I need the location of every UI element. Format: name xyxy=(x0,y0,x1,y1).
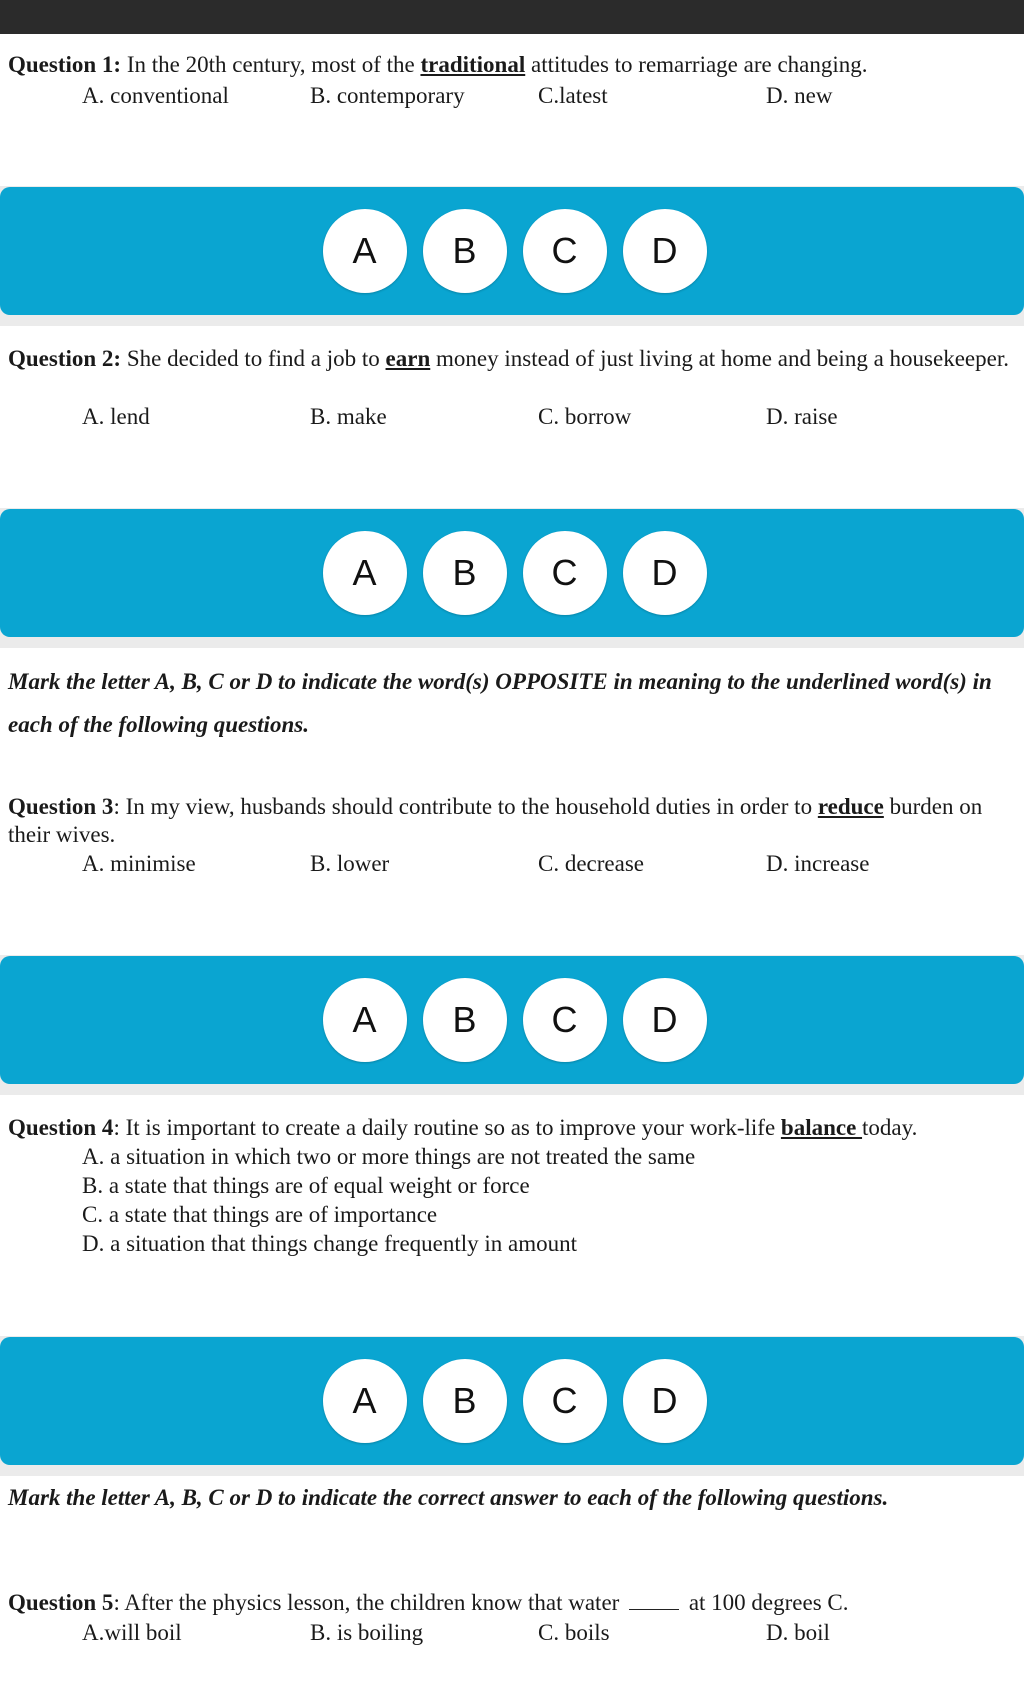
answer-c-button[interactable]: C xyxy=(523,978,607,1062)
question-1-card xyxy=(0,34,1024,186)
question-3-options xyxy=(82,849,994,878)
answer-a-button[interactable]: A xyxy=(323,978,407,1062)
answer-a-button[interactable]: A xyxy=(323,531,407,615)
question-2-options xyxy=(82,402,994,431)
answer-b-button[interactable]: B xyxy=(423,978,507,1062)
underlined-word: reduce xyxy=(817,794,884,819)
option-b-text: B. contemporary xyxy=(310,83,465,108)
option-c-text: C. boils xyxy=(538,1620,610,1645)
option-d-text: D. boil xyxy=(766,1620,830,1645)
option-b-text: B. make xyxy=(310,404,387,429)
answer-blank xyxy=(629,1589,679,1610)
option-c-text: C. borrow xyxy=(538,404,632,429)
question-1-answer-bar xyxy=(0,187,1024,315)
question-2-card xyxy=(0,326,1024,508)
option-d-text: D. raise xyxy=(766,404,838,429)
answer-d-button[interactable]: D xyxy=(623,1359,707,1443)
question-2-label: Question 2: xyxy=(8,346,122,371)
question-5-text: Question 5: After the physics lesson, the children know that water at 100 degrees C. xyxy=(8,1590,849,1615)
option-b-text: B. a state that things are of equal weight or force xyxy=(82,1173,530,1198)
question-3-answer-bar xyxy=(0,956,1024,1084)
top-status-bar xyxy=(0,0,1024,34)
question-1-label: Question 1: xyxy=(8,52,122,77)
instruction-correct: Mark the letter A, B, C or D to indicate the correct answer to each of the following questions. xyxy=(8,1485,889,1510)
question-2-text: Question 2: She decided to find a job to earn money instead of just living at home and being a housekeeper. xyxy=(8,346,1009,371)
underlined-word: earn xyxy=(385,346,431,371)
option-a-text: A. minimise xyxy=(82,851,196,876)
option-b-text: B. lower xyxy=(310,851,390,876)
option-d-text: D. a situation that things change frequently in amount xyxy=(82,1231,578,1256)
question-5-options xyxy=(82,1618,994,1647)
answer-a-button[interactable]: A xyxy=(323,1359,407,1443)
option-d-text: D. new xyxy=(766,83,833,108)
question-4-options xyxy=(82,1142,695,1258)
question-1-text: Question 1: In the 20th century, most of the traditional attitudes to remarriage are changing. xyxy=(8,52,868,77)
question-4-answer-bar xyxy=(0,1337,1024,1465)
underlined-word: traditional xyxy=(420,52,526,77)
option-a-text: A. a situation in which two or more things are not treated the same xyxy=(82,1144,696,1169)
question-3-card xyxy=(0,648,1024,955)
question-5-card xyxy=(0,1476,1024,1698)
answer-c-button[interactable]: C xyxy=(523,531,607,615)
option-d-text: D. increase xyxy=(766,851,870,876)
answer-d-button[interactable]: D xyxy=(623,978,707,1062)
question-3-label: Question 3 xyxy=(8,794,114,819)
option-c-text: C.latest xyxy=(538,83,608,108)
option-c-text: C. a state that things are of importance xyxy=(82,1202,438,1227)
answer-c-button[interactable]: C xyxy=(523,209,607,293)
question-1-options xyxy=(82,81,994,110)
option-b-text: B. is boiling xyxy=(310,1620,424,1645)
answer-c-button[interactable]: C xyxy=(523,1359,607,1443)
question-5-label: Question 5 xyxy=(8,1590,114,1615)
underlined-word: balance xyxy=(780,1115,863,1140)
option-a-text: A. conventional xyxy=(82,83,229,108)
option-a-text: A.will boil xyxy=(82,1620,182,1645)
question-4-label: Question 4 xyxy=(8,1115,114,1140)
option-c-text: C. decrease xyxy=(538,851,644,876)
question-4-text: Question 4: It is important to create a daily routine so as to improve your work-life balance today. xyxy=(8,1115,918,1140)
question-2-answer-bar xyxy=(0,509,1024,637)
answer-b-button[interactable]: B xyxy=(423,209,507,293)
question-4-card xyxy=(0,1095,1024,1336)
question-3-text: Question 3: In my view, husbands should contribute to the household duties in order to reduce burden on their wives. xyxy=(8,794,983,847)
answer-d-button[interactable]: D xyxy=(623,209,707,293)
answer-a-button[interactable]: A xyxy=(323,209,407,293)
answer-b-button[interactable]: B xyxy=(423,1359,507,1443)
answer-d-button[interactable]: D xyxy=(623,531,707,615)
answer-b-button[interactable]: B xyxy=(423,531,507,615)
option-a-text: A. lend xyxy=(82,404,150,429)
instruction-opposite: Mark the letter A, B, C or D to indicate the word(s) OPPOSITE in meaning to the underlined word(s) in each of the following questions. xyxy=(8,669,992,737)
